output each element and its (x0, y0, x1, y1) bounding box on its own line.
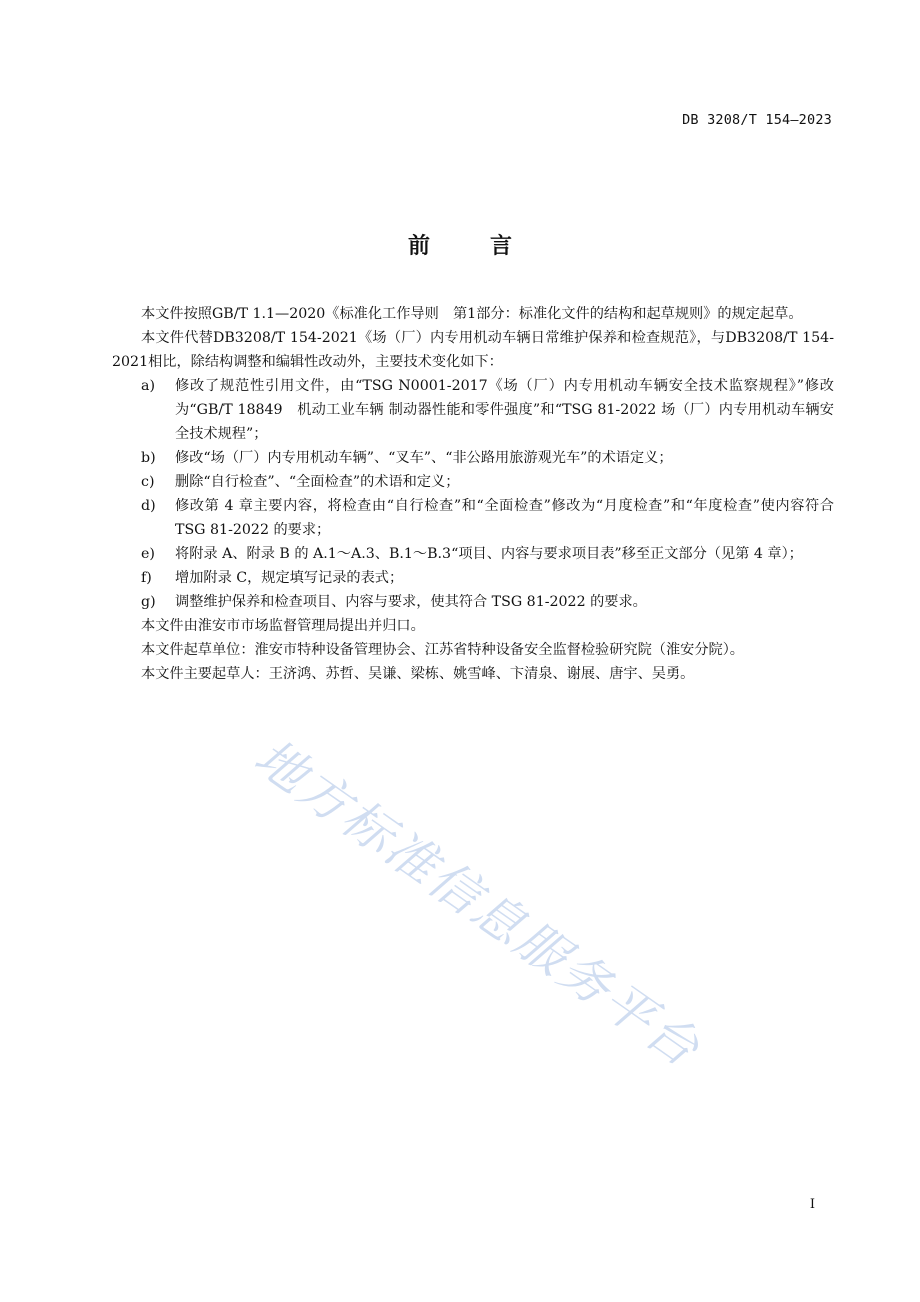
change-item-c (112, 470, 834, 494)
list-marker: a) (141, 378, 155, 394)
list-marker: g) (141, 594, 156, 610)
change-item-g (112, 590, 834, 614)
document-number: DB 3208/T 154—2023 (682, 112, 832, 128)
change-item-e (112, 542, 834, 566)
change-item-d (112, 494, 834, 542)
page-number: I (809, 1197, 815, 1212)
change-text: 增加附录 C，规定填写记录的表式； (175, 570, 404, 586)
intro-paragraph-1: 本文件按照GB/T 1.1—2020《标准化工作导则 第1部分：标准化文件的结构和起草规则》的规定起草。 (141, 306, 803, 322)
list-marker: f) (141, 570, 152, 586)
drafters-paragraph: 本文件主要起草人：王济鸿、苏哲、吴谦、梁栋、姚雪峰、卞清泉、谢展、唐宇、吴勇。 (141, 666, 695, 682)
list-marker: c) (141, 474, 155, 490)
change-text: 调整维护保养和检查项目、内容与要求，使其符合 TSG 81-2022 的要求。 (175, 594, 647, 610)
change-item-b (112, 446, 834, 470)
watermark: 地方标准信息服务平台 (243, 727, 712, 1080)
change-text: 修改“场（厂）内专用机动车辆”、“叉车”、“非公路用旅游观光车”的术语定义； (175, 450, 673, 466)
page-title: 前言 (407, 234, 572, 259)
change-text: 将附录 A、附录 B 的 A.1～A.3、B.1～B.3“项目、内容与要求项目表”移至正文部分（见第 4 章）； (175, 546, 803, 562)
drafting-units-paragraph: 本文件起草单位：淮安市特种设备管理协会、江苏省特种设备安全监督检验研究院（淮安分院）。 (141, 642, 744, 658)
change-item-f (112, 566, 834, 590)
foreword-body (112, 302, 834, 686)
intro-paragraph-2: 本文件代替DB3208/T 154-2021《场（厂）内专用机动车辆日常维护保养和检查规范》，与DB3208/T 154-2021相比，除结构调整和编辑性改动外，主要技术变化如下： (112, 330, 834, 370)
change-text: 修改第 4 章主要内容，将检查由“自行检查”和“全面检查”修改为“月度检查”和“年度检查”使内容符合 TSG 81-2022 的要求； (175, 498, 834, 538)
responsible-authority-paragraph: 本文件由淮安市市场监督管理局提出并归口。 (141, 618, 425, 634)
change-item-a (112, 374, 834, 446)
list-marker: d) (141, 498, 156, 514)
change-text: 删除“自行检查”、“全面检查”的术语和定义； (175, 474, 460, 490)
change-text: 修改了规范性引用文件，由“TSG N0001-2017《场（厂）内专用机动车辆安全技术监察规程》”修改为“GB/T 18849 机动工业车辆 制动器性能和零件强度”和“TSG 81-2022 场（厂）内专用机动车辆安全技术规程”； (175, 378, 834, 442)
list-marker: b) (141, 450, 156, 466)
list-marker: e) (141, 546, 155, 562)
